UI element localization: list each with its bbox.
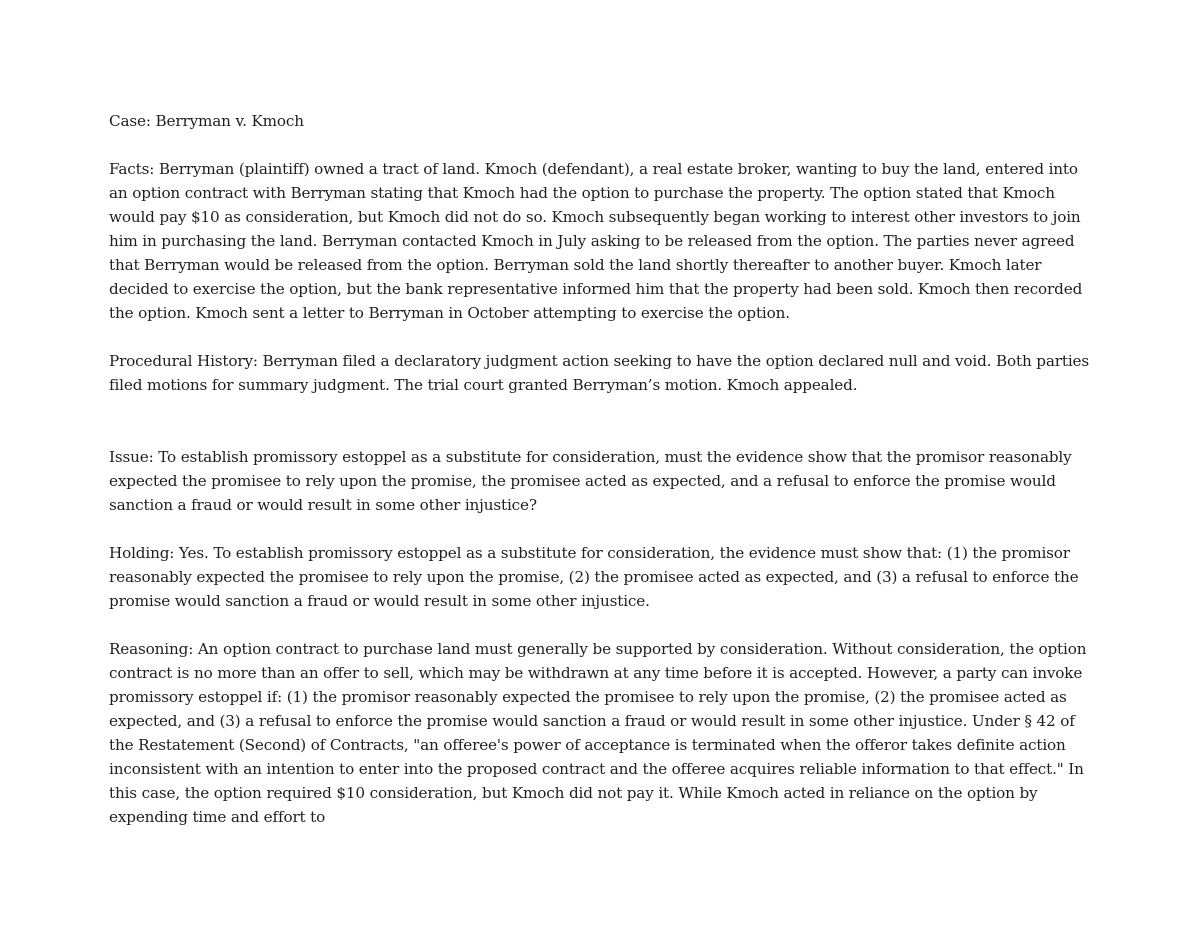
holding-paragraph: Holding: Yes. To establish promissory estoppel as a substitute for consideration, the evidence must show that: (1) the promisor reasonably expected the promisee to rely upon the promise, (2) the promisee acted as expected, and (3) a refusal to enforce the promise would sanction a fraud or would result in some other injustice. bbox=[109, 544, 1079, 610]
facts-paragraph: Facts: Berryman (plaintiff) owned a tract of land. Kmoch (defendant), a real estate broker, wanting to buy the land, entered into an option contract with Berryman stating that Kmoch had the option to purchase the property. The option stated that Kmoch would pay $10 as consideration, but Kmoch did not do so. Kmoch subsequently began working to interest other investors to join him in purchasing the land. Berryman contacted Kmoch in July asking to be released from the option. The parties never agreed that Berryman would be released from the option. Berryman sold the land shortly thereafter to another buyer. Kmoch later decided to exercise the option, but the bank representative informed him that the property had been sold. Kmoch then recorded the option. Kmoch sent a letter to Berryman in October attempting to exercise the option. bbox=[109, 160, 1083, 322]
reasoning-paragraph: Reasoning: An option contract to purchase land must generally be supported by consideration. Without consideration, the option contract is no more than an offer to sell, which may be withdrawn at any time before it is accepted. However, a party can invoke promissory estoppel if: (1) the promisor reasonably expected the promisee to rely upon the promise, (2) the promisee acted as expected, and (3) a refusal to enforce the promise would sanction a fraud or would result in some other injustice. Under § 42 of the Restatement (Second) of Contracts, "an offeree's power of acceptance is terminated when the offeror takes definite action inconsistent with an intention to enter into the proposed contract and the offeree acquires reliable information to that effect." In this case, the option required $10 consideration, but Kmoch did not pay it. While Kmoch acted in reliance on the option by expending time and effort to bbox=[109, 640, 1087, 826]
procedural-history-paragraph: Procedural History: Berryman filed a declaratory judgment action seeking to have the option declared null and void. Both parties filed motions for summary judgment. The trial court granted Berryman’s motion. Kmoch appealed. bbox=[109, 352, 1090, 394]
issue-paragraph: Issue: To establish promissory estoppel as a substitute for consideration, must the evidence show that the promisor reasonably expected the promisee to rely upon the promise, the promisee acted as expected, and a refusal to enforce the promise would sanction a fraud or would result in some other injustice? bbox=[109, 448, 1072, 514]
case-title: Case: Berryman v. Kmoch bbox=[109, 112, 304, 130]
document-body bbox=[109, 109, 1099, 829]
